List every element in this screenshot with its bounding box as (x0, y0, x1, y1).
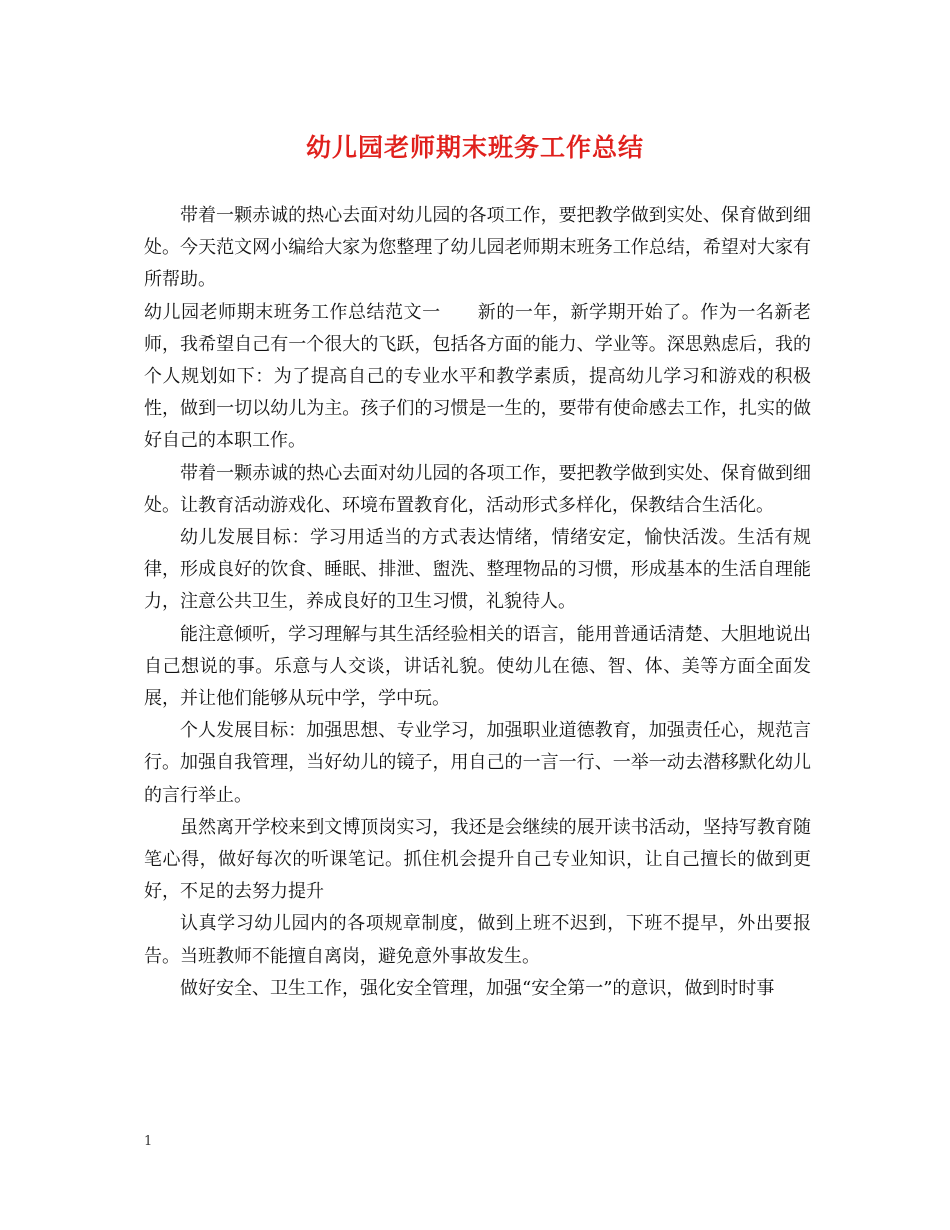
paragraph-attitude: 带着一颗赤诚的热心去面对幼儿园的各项工作，要把教学做到实处、保育做到细处。让教育活动游戏化、环境布置教育化，活动形式多样化，保教结合生活化。 (144, 462, 811, 516)
paragraph-personal-goals: 个人发展目标：加强思想、专业学习，加强职业道德教育，加强责任心，规范言行。加强自我管理，当好幼儿的镜子，用自己的一言一行、一举一动去潜移默化幼儿的言行举止。 (144, 720, 811, 806)
paragraph-safety: 做好安全、卫生工作，强化安全管理，加强“安全第一”的意识，做到时时事 (180, 977, 775, 999)
paragraph-child-goals: 幼儿发展目标：学习用适当的方式表达情绪，情绪安定，愉快活泼。生活有规律，形成良好的饮食、睡眠、排泄、盥洗、整理物品的习惯，形成基本的生活自理能力，注意公共卫生，养成良好的卫生习惯，礼貌待人。 (144, 527, 811, 613)
paragraph-intro: 带着一颗赤诚的热心去面对幼儿园的各项工作，要把教学做到实处、保育做到细处。今天范文网小编给大家为您整理了幼儿园老师期末班务工作总结，希望对大家有所帮助。 (144, 205, 811, 291)
paragraph-study: 虽然离开学校来到文博顶岗实习，我还是会继续的展开读书活动，坚持写教育随笔心得，做好每次的听课笔记。抓住机会提升自己专业知识，让自己擅长的做到更好，不足的去努力提升 (144, 816, 811, 903)
paragraph-rules: 认真学习幼儿园内的各项规章制度，做到上班不迟到，下班不提早，外出要报告。当班教师不能擅自离岗，避免意外事故发生。 (144, 913, 811, 967)
paragraph-language: 能注意倾听，学习理解与其生活经验相关的语言，能用普通话清楚、大胆地说出自己想说的事。乐意与人交谈，讲话礼貌。使幼儿在德、智、体、美等方面全面发展，并让他们能够从玩中学，学中玩。 (144, 623, 811, 710)
document-body (144, 200, 811, 1005)
page-number: 1 (144, 1134, 153, 1149)
paragraph-sample-one: 幼儿园老师期末班务工作总结范文一 新的一年，新学期开始了。作为一名新老师，我希望自己有一个很大的飞跃，包括各方面的能力、学业等。深思熟虑后，我的个人规划如下：为了提高自己的专业水平和教学素质，提高幼儿学习和游戏的积极性，做到一切以幼儿为主。孩子们的习惯是一生的，要带有使命感去工作，扎实的做好自己的本职工作。 (144, 301, 811, 452)
document-title: 幼儿园老师期末班务工作总结 (305, 133, 644, 162)
